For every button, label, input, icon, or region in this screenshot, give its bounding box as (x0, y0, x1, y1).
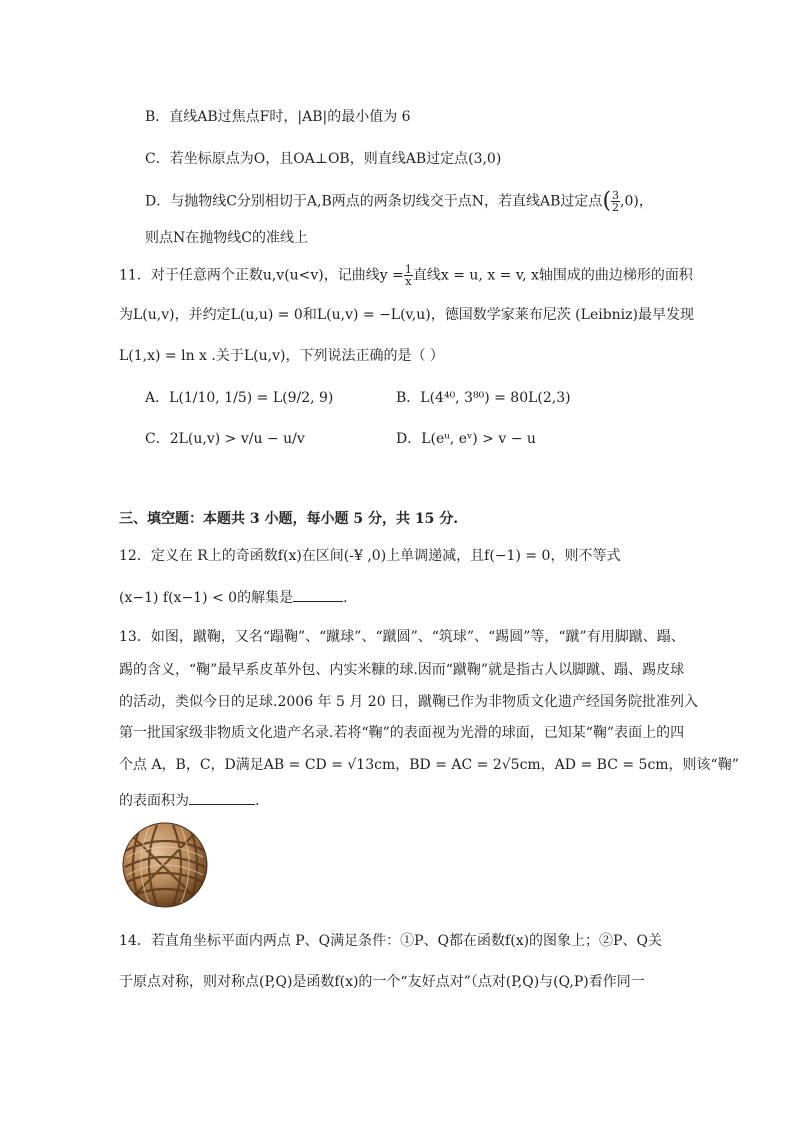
question-13-line4: 第一批国家级非物质文化遗产名录.若将“鞠”的表面视为光滑的球面，已知某“鞠”表面上的四 (119, 725, 685, 741)
option-d-fraction: $\frac{3}{2}$ (612, 189, 620, 214)
question-12-line2 (119, 587, 348, 608)
woven-ball-icon (121, 821, 209, 909)
q11-option-c: C．2L(u,v) > v/u − u/v (145, 431, 305, 447)
q11-text-a: 11．对于任意两个正数u,v(u<v)，记曲线y = (119, 267, 404, 284)
q12-answer-blank (293, 587, 343, 602)
question-14-line2: 于原点对称，则对称点(P,Q)是函数f(x)的一个“友好点对”（点对(P,Q)与(Q,P)看作同一 (119, 974, 645, 990)
question-13-line5: 个点 A，B，C，D满足AB = CD = √13cm，BD = AC = 2√5cm，AD = BC = 5cm，则该“鞠” (119, 757, 739, 773)
question-13-line3: 的活动，类似今日的足球.2006 年 5 月 20 日，蹴鞠已作为非物质文化遗产经国务院批准列入 (119, 694, 699, 710)
question-13-line1: 13．如图，蹴鞠，又名“蹋鞠”、“蹴球”、“蹴圆”、“筑球”、“踢圆”等，“蹴”有用脚蹴、蹋、 (119, 629, 685, 645)
q11-option-b: B．L(4⁴⁰, 3⁸⁰) = 80L(2,3) (396, 390, 571, 406)
q11-text-b: 直线x = u, x = v, x轴围成的曲边梯形的面积 (412, 267, 693, 284)
q12-period: . (343, 590, 348, 606)
option-d-line2: 则点N在抛物线C的准线上 (145, 230, 308, 246)
question-13-line2: 踢的含义，“鞠”最早系皮革外包、内实米糠的球.因而“蹴鞠”就是指古人以脚蹴、蹋、踢皮球 (119, 662, 685, 678)
question-11-line3: L(1,x) = ln x .关于L(u,v)，下列说法正确的是（ ） (119, 348, 444, 364)
option-d-text: D．与抛物线C分别相切于A,B两点的两条切线交于点N，若直线AB过定点 (145, 193, 603, 210)
q11-option-a: A．L(1/10, 1/5) = L(9/2, 9) (145, 390, 334, 406)
question-11-line2: 为L(u,v)，并约定L(u,u) = 0和L(u,v) = −L(v,u)，德国数学家莱布尼茨 (Leibniz)最早发现 (119, 307, 694, 323)
option-d-tail: ,0)， (620, 193, 653, 210)
option-c: C．若坐标原点为O，且OA⊥OB，则直线AB过定点(3,0) (145, 151, 502, 167)
option-d-line1 (145, 190, 653, 213)
section-3-heading: 三、填空题：本题共 3 小题，每小题 5 分，共 15 分. (119, 511, 459, 527)
option-d-paren: ( (602, 188, 612, 214)
question-14-line1: 14．若直角坐标平面内两点 P、Q满足条件：①P、Q都在函数f(x)的图象上；②P、Q关 (119, 933, 662, 949)
q11-fraction: $\frac{1}{x}$ (404, 263, 412, 288)
option-b: B．直线AB过焦点F时，|AB|的最小值为 6 (145, 109, 411, 125)
q12-text: (x−1) f(x−1) < 0的解集是 (119, 590, 294, 606)
question-13-line6 (119, 790, 259, 811)
q13-text: 的表面积为 (119, 793, 189, 809)
q13-answer-blank (189, 790, 255, 805)
question-12-line1: 12．定义在 R上的奇函数f(x)在区间(-¥ ,0)上单调递减，且f(−1) = 0，则不等式 (119, 548, 621, 564)
cuju-ball-image (121, 821, 209, 909)
q11-option-d: D．L(eᵘ, eᵛ) > v − u (396, 431, 536, 447)
q13-period: . (255, 793, 260, 809)
question-11-line1 (119, 264, 693, 287)
